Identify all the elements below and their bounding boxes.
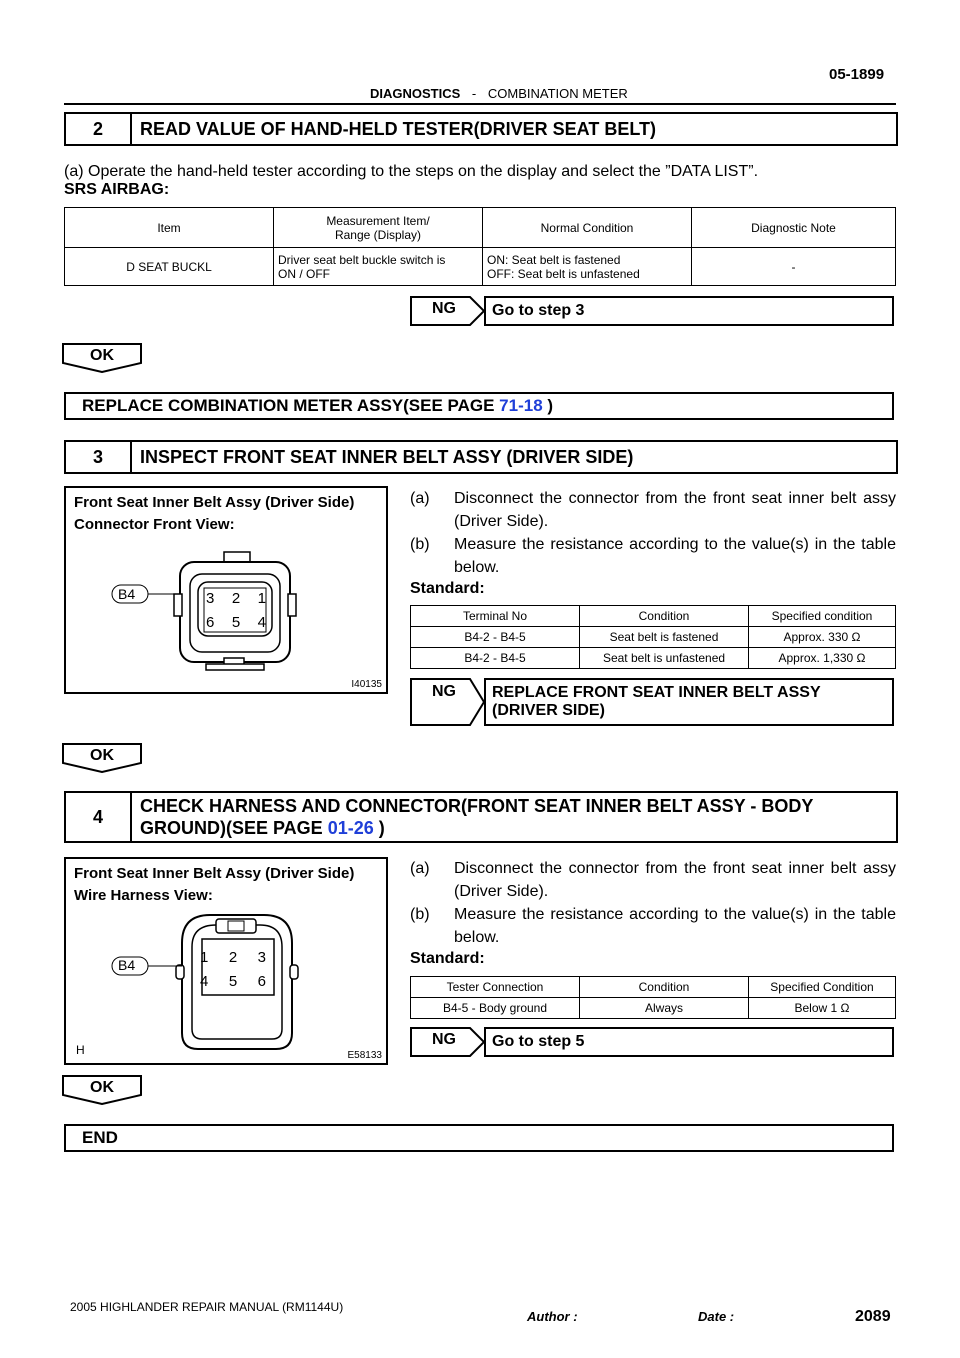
connector-label: B4 xyxy=(118,586,136,602)
step-4-number: 4 xyxy=(66,793,132,841)
table-row xyxy=(65,248,896,286)
pin-number: 1 xyxy=(257,590,266,607)
step-3-number: 3 xyxy=(66,442,132,472)
figure-subtitle: Connector Front View: xyxy=(74,516,235,533)
standard-label: Standard: xyxy=(410,580,485,597)
table-header-row xyxy=(411,606,896,627)
pin-row-top xyxy=(206,590,266,607)
figure-corner-mark: H xyxy=(76,1043,85,1057)
pin-number: 3 xyxy=(257,949,266,966)
table-cell: Seat belt is unfastened xyxy=(580,648,749,669)
pin-number: 2 xyxy=(231,590,241,607)
pin-number: 6 xyxy=(206,614,215,631)
item-label: (a) xyxy=(410,860,430,877)
step-2-table xyxy=(64,207,896,286)
table-cell: Below 1 Ω xyxy=(749,998,896,1019)
date-label: Date : xyxy=(698,1309,735,1324)
figure-code: E58133 xyxy=(347,1050,382,1061)
table-cell: B4-2 - B4-5 xyxy=(411,627,580,648)
table-header: Condition xyxy=(580,977,749,998)
step-3-figure xyxy=(64,486,388,694)
step-4-title-line xyxy=(140,817,385,839)
step-2-instruction: (a) Operate the hand-held tester according to the steps on the display and select the ”DATA LIST”. xyxy=(64,163,759,180)
pin-row-top xyxy=(200,949,266,966)
step-2-table-title: SRS AIRBAG: xyxy=(64,181,170,198)
table-row xyxy=(411,648,896,669)
pin-row-bottom xyxy=(200,973,266,990)
step-2-number: 2 xyxy=(66,114,132,144)
table-cell: - xyxy=(692,248,896,286)
table-header: Terminal No xyxy=(411,606,580,627)
ok-label: OK xyxy=(90,347,114,364)
step-3-ok-branch xyxy=(62,743,142,773)
ng-action xyxy=(484,678,894,726)
item-text: Disconnect the connector from the front seat inner belt assy (Driver Side). xyxy=(454,860,896,900)
step-4-figure xyxy=(64,857,388,1065)
page-link[interactable]: 71-18 xyxy=(499,396,543,415)
page-link[interactable]: 01-26 xyxy=(327,818,374,838)
table-cell: Driver seat belt buckle switch is ON / OFF xyxy=(274,248,483,286)
step-4-item-a xyxy=(410,857,896,903)
standard-label: Standard: xyxy=(410,950,485,967)
step-3-title: INSPECT FRONT SEAT INNER BELT ASSY (DRIVER SIDE) xyxy=(140,447,634,467)
manual-footer: 2005 HIGHLANDER REPAIR MANUAL (RM1144U) xyxy=(70,1300,344,1314)
figure-title: Front Seat Inner Belt Assy (Driver Side) xyxy=(74,865,355,882)
step-2-title: READ VALUE OF HAND-HELD TESTER(DRIVER SEAT BELT) xyxy=(140,119,656,139)
figure-subtitle: Wire Harness View: xyxy=(74,887,213,904)
step-4-title-text: GROUND)(SEE PAGE xyxy=(140,818,328,838)
section-name: DIAGNOSTICS xyxy=(370,86,461,101)
section-header xyxy=(370,86,628,101)
ng-action: Go to step 3 xyxy=(484,296,894,326)
subsection-name: COMBINATION METER xyxy=(487,86,628,101)
step-3-heading xyxy=(64,440,898,474)
step-3-table xyxy=(410,605,896,669)
figure-code: I40135 xyxy=(351,679,382,690)
table-header-row xyxy=(65,208,896,248)
step-2-ng-branch xyxy=(410,296,896,324)
table-cell: ON: Seat belt is fastened OFF: Seat belt is unfastened xyxy=(483,248,692,286)
item-label: (a) xyxy=(410,490,430,507)
step-4-ok-branch xyxy=(62,1075,142,1105)
table-header: Measurement Item/ Range (Display) xyxy=(274,208,483,248)
pin-row-bottom xyxy=(206,614,266,631)
pin-number: 2 xyxy=(228,949,238,966)
table-header: Specified condition xyxy=(749,606,896,627)
section-separator: - xyxy=(471,86,477,101)
pin-number: 4 xyxy=(257,614,266,631)
page-code: 05-1899 xyxy=(829,66,885,83)
table-cell: B4-2 - B4-5 xyxy=(411,648,580,669)
step-3-item-a xyxy=(410,487,896,533)
step-3-ng-branch xyxy=(410,678,896,726)
replace-close: ) xyxy=(542,396,554,415)
table-header: Diagnostic Note xyxy=(692,208,896,248)
table-cell: Seat belt is fastened xyxy=(580,627,749,648)
table-cell: Approx. 330 Ω xyxy=(749,627,896,648)
table-header: Item xyxy=(65,208,274,248)
item-text: Measure the resistance according to the value(s) in the table below. xyxy=(454,536,896,576)
ng-action-line: (DRIVER SIDE) xyxy=(492,702,605,719)
table-cell: Approx. 1,330 Ω xyxy=(749,648,896,669)
table-row xyxy=(411,627,896,648)
pin-number: 3 xyxy=(206,590,215,607)
author-label: Author : xyxy=(527,1309,578,1324)
step-4-heading xyxy=(64,791,898,843)
step-4-title xyxy=(132,793,896,841)
ng-action: Go to step 5 xyxy=(484,1027,894,1057)
step-4-item-b xyxy=(410,903,896,949)
ng-label: NG xyxy=(432,1031,456,1048)
ok-label: OK xyxy=(90,747,114,764)
table-row xyxy=(411,998,896,1019)
pin-number: 5 xyxy=(231,614,241,631)
step-4-ng-branch xyxy=(410,1027,896,1055)
item-label: (b) xyxy=(410,906,430,923)
replace-text: REPLACE COMBINATION METER ASSY(SEE PAGE xyxy=(82,396,500,415)
replace-meter-box xyxy=(64,392,894,420)
table-header: Condition xyxy=(580,606,749,627)
connector-label: B4 xyxy=(118,957,136,973)
table-header: Normal Condition xyxy=(483,208,692,248)
step-2-ok-branch xyxy=(62,343,142,373)
step-4-title-close: ) xyxy=(373,818,385,838)
connector-front-icon xyxy=(106,548,346,678)
pin-number: 6 xyxy=(257,973,266,990)
pin-number: 1 xyxy=(200,949,209,966)
step-2-heading xyxy=(64,112,898,146)
step-4-title-line: CHECK HARNESS AND CONNECTOR(FRONT SEAT INNER BELT ASSY - BODY xyxy=(140,796,814,816)
table-header: Tester Connection xyxy=(411,977,580,998)
end-box: END xyxy=(64,1124,894,1152)
item-label: (b) xyxy=(410,536,430,553)
page-number: 2089 xyxy=(855,1308,891,1325)
header-rule xyxy=(64,103,896,105)
table-header: Specified Condition xyxy=(749,977,896,998)
ok-label: OK xyxy=(90,1079,114,1096)
item-text: Disconnect the connector from the front seat inner belt assy (Driver Side). xyxy=(454,490,896,530)
step-3-item-b xyxy=(410,533,896,579)
figure-title: Front Seat Inner Belt Assy (Driver Side) xyxy=(74,494,355,511)
step-4-table xyxy=(410,976,896,1019)
table-cell: Always xyxy=(580,998,749,1019)
table-cell: D SEAT BUCKL xyxy=(65,248,274,286)
table-header-row xyxy=(411,977,896,998)
pin-number: 5 xyxy=(228,973,238,990)
ng-label: NG xyxy=(432,683,456,700)
pin-number: 4 xyxy=(200,973,209,990)
item-text: Measure the resistance according to the value(s) in the table below. xyxy=(454,906,896,946)
ng-action-line: REPLACE FRONT SEAT INNER BELT ASSY xyxy=(492,684,821,701)
table-cell: B4-5 - Body ground xyxy=(411,998,580,1019)
ng-label: NG xyxy=(432,300,456,317)
